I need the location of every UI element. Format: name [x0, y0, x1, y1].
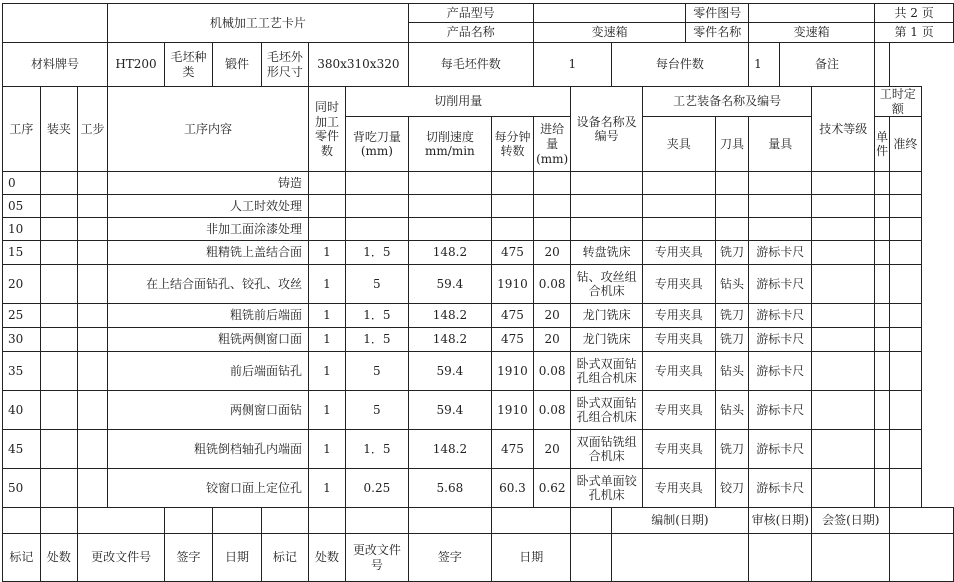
op-no: 10	[3, 218, 41, 241]
op-qty: 1	[308, 469, 345, 508]
col-simultaneous: 同时加工零件数	[308, 87, 345, 172]
col-speed: 切削速度mm/min	[408, 117, 491, 172]
op-grade	[812, 265, 875, 304]
sig-count-label: 处数	[40, 534, 78, 582]
op-prep-time	[890, 352, 921, 391]
sig-blank	[571, 534, 611, 582]
op-feed: 0.08	[533, 391, 571, 430]
op-step	[78, 304, 108, 328]
sig-mark-label-2: 标记	[261, 534, 308, 582]
sig-blank	[890, 508, 954, 534]
op-content: 粗铣两侧窗口面	[107, 328, 308, 352]
op-grade	[812, 304, 875, 328]
op-grade	[812, 195, 875, 218]
op-rpm	[492, 172, 534, 195]
sig-change-doc-label-2: 更改文件号	[346, 534, 409, 582]
op-unit-time	[875, 430, 890, 469]
op-cutter: 钻头	[715, 265, 748, 304]
per-blank-value: 1	[533, 43, 611, 87]
sig-mark-label: 标记	[3, 534, 41, 582]
op-speed: 5.68	[408, 469, 491, 508]
op-speed	[408, 218, 491, 241]
sig-count-label-2: 处数	[308, 534, 345, 582]
op-gauge	[749, 195, 812, 218]
op-grade	[812, 241, 875, 265]
op-content: 粗铣前后端面	[107, 304, 308, 328]
sig-date-label: 日期	[213, 534, 262, 582]
col-prep-time: 准终	[890, 117, 921, 172]
op-step	[78, 469, 108, 508]
approval-countersign: 会签(日期)	[812, 508, 890, 534]
op-qty	[308, 172, 345, 195]
op-depth: 1．5	[346, 241, 409, 265]
op-depth	[346, 218, 409, 241]
op-cutter: 铣刀	[715, 304, 748, 328]
op-unit-time	[875, 391, 890, 430]
blank-type-label: 毛坯种类	[165, 43, 213, 87]
op-equipment	[571, 195, 642, 218]
col-content: 工序内容	[107, 87, 308, 172]
op-depth: 1．5	[346, 430, 409, 469]
op-unit-time	[875, 172, 890, 195]
op-rpm	[492, 195, 534, 218]
op-fixture	[40, 265, 78, 304]
op-no: 30	[3, 328, 41, 352]
sig-blank	[890, 534, 954, 582]
total-pages: 共 2 页	[875, 4, 954, 23]
op-clamp: 专用夹具	[642, 469, 715, 508]
op-unit-time	[875, 218, 890, 241]
op-cutter	[715, 172, 748, 195]
op-gauge: 游标卡尺	[749, 265, 812, 304]
operation-row	[3, 265, 954, 304]
op-step	[78, 218, 108, 241]
col-time-quota: 工时定额	[875, 87, 922, 117]
op-speed: 148.2	[408, 241, 491, 265]
operation-row	[3, 172, 954, 195]
op-equipment	[571, 218, 642, 241]
sig-blank	[78, 508, 165, 534]
op-fixture	[40, 352, 78, 391]
col-step: 工步	[78, 87, 108, 172]
op-no: 25	[3, 304, 41, 328]
card-title: 机械加工工艺卡片	[107, 4, 408, 43]
sig-blank	[261, 508, 308, 534]
op-unit-time	[875, 352, 890, 391]
op-no: 45	[3, 430, 41, 469]
op-grade	[812, 218, 875, 241]
op-unit-time	[875, 304, 890, 328]
op-no: 50	[3, 469, 41, 508]
op-content: 非加工面涂漆处理	[107, 218, 308, 241]
op-unit-time	[875, 265, 890, 304]
op-cutter: 铣刀	[715, 430, 748, 469]
product-model-value	[533, 4, 686, 23]
op-depth: 0.25	[346, 469, 409, 508]
op-feed	[533, 218, 571, 241]
op-qty	[308, 218, 345, 241]
op-feed: 20	[533, 241, 571, 265]
page-number: 第 1 页	[875, 23, 954, 43]
col-op-no: 工序	[3, 87, 41, 172]
op-rpm: 1910	[492, 265, 534, 304]
part-drawing-value	[749, 4, 875, 23]
operation-row	[3, 241, 954, 265]
header-blank	[3, 4, 108, 43]
op-grade	[812, 352, 875, 391]
op-clamp	[642, 172, 715, 195]
op-grade	[812, 430, 875, 469]
op-step	[78, 352, 108, 391]
per-unit-value: 1	[749, 43, 780, 87]
operations-body	[3, 172, 954, 508]
sig-change-doc-label: 更改文件号	[78, 534, 165, 582]
op-grade	[812, 328, 875, 352]
col-feed: 进给量(mm)	[533, 117, 571, 172]
sig-blank	[749, 534, 812, 582]
approval-review: 审核(日期)	[749, 508, 812, 534]
op-rpm: 60.3	[492, 469, 534, 508]
op-no: 20	[3, 265, 41, 304]
op-speed: 59.4	[408, 265, 491, 304]
op-equipment: 龙门铣床	[571, 304, 642, 328]
sig-blank	[611, 534, 748, 582]
op-clamp: 专用夹具	[642, 328, 715, 352]
op-rpm: 475	[492, 304, 534, 328]
op-fixture	[40, 328, 78, 352]
sig-blank	[346, 508, 409, 534]
op-no: 15	[3, 241, 41, 265]
op-rpm: 475	[492, 430, 534, 469]
operation-row	[3, 304, 954, 328]
op-clamp: 专用夹具	[642, 391, 715, 430]
op-clamp	[642, 218, 715, 241]
op-step	[78, 172, 108, 195]
op-equipment: 卧式双面钻孔组合机床	[571, 391, 642, 430]
op-gauge: 游标卡尺	[749, 469, 812, 508]
op-clamp	[642, 195, 715, 218]
operation-row	[3, 195, 954, 218]
op-gauge: 游标卡尺	[749, 352, 812, 391]
sig-blank	[308, 508, 345, 534]
op-unit-time	[875, 469, 890, 508]
operation-row	[3, 328, 954, 352]
op-equipment: 转盘铣床	[571, 241, 642, 265]
sig-blank	[571, 508, 611, 534]
op-content: 两侧窗口面钻	[107, 391, 308, 430]
op-step	[78, 391, 108, 430]
part-name-value: 变速箱	[749, 23, 875, 43]
op-fixture	[40, 218, 78, 241]
op-clamp: 专用夹具	[642, 304, 715, 328]
op-speed: 148.2	[408, 304, 491, 328]
op-step	[78, 265, 108, 304]
material-label: 材料牌号	[3, 43, 108, 87]
op-grade	[812, 391, 875, 430]
op-prep-time	[890, 195, 921, 218]
op-qty	[308, 195, 345, 218]
op-gauge: 游标卡尺	[749, 304, 812, 328]
op-gauge: 游标卡尺	[749, 391, 812, 430]
op-depth	[346, 172, 409, 195]
col-clamp: 夹具	[642, 117, 715, 172]
op-speed	[408, 195, 491, 218]
op-depth: 5	[346, 265, 409, 304]
op-unit-time	[875, 328, 890, 352]
op-depth: 1．5	[346, 328, 409, 352]
op-fixture	[40, 172, 78, 195]
op-clamp: 专用夹具	[642, 352, 715, 391]
op-feed: 20	[533, 304, 571, 328]
op-prep-time	[890, 469, 921, 508]
operation-row	[3, 218, 954, 241]
sig-blank	[3, 508, 41, 534]
op-rpm	[492, 218, 534, 241]
op-content: 粗精铣上盖结合面	[107, 241, 308, 265]
op-no: 35	[3, 352, 41, 391]
op-qty: 1	[308, 352, 345, 391]
op-equipment: 龙门铣床	[571, 328, 642, 352]
op-rpm: 475	[492, 328, 534, 352]
op-qty: 1	[308, 265, 345, 304]
op-fixture	[40, 430, 78, 469]
operation-row	[3, 352, 954, 391]
op-gauge: 游标卡尺	[749, 328, 812, 352]
op-gauge	[749, 218, 812, 241]
op-feed: 0.62	[533, 469, 571, 508]
process-card-table	[2, 3, 954, 582]
op-content: 铸造	[107, 172, 308, 195]
per-unit-label: 每台件数	[611, 43, 748, 87]
op-grade	[812, 172, 875, 195]
op-fixture	[40, 469, 78, 508]
op-depth: 5	[346, 352, 409, 391]
op-unit-time	[875, 195, 890, 218]
op-speed: 148.2	[408, 430, 491, 469]
op-equipment: 卧式双面钻孔组合机床	[571, 352, 642, 391]
op-clamp: 专用夹具	[642, 241, 715, 265]
op-feed	[533, 195, 571, 218]
op-prep-time	[890, 172, 921, 195]
remark-label: 备注	[779, 43, 874, 87]
sig-blank	[812, 534, 890, 582]
op-cutter: 铰刀	[715, 469, 748, 508]
op-content: 前后端面钻孔	[107, 352, 308, 391]
op-qty: 1	[308, 391, 345, 430]
op-speed: 59.4	[408, 391, 491, 430]
op-prep-time	[890, 391, 921, 430]
sig-sign-label-2: 签字	[408, 534, 491, 582]
op-prep-time	[890, 265, 921, 304]
op-cutter: 钻头	[715, 352, 748, 391]
op-cutter: 钻头	[715, 391, 748, 430]
op-speed: 148.2	[408, 328, 491, 352]
op-prep-time	[890, 218, 921, 241]
op-cutter	[715, 195, 748, 218]
col-rpm: 每分钟转数	[492, 117, 534, 172]
op-clamp: 专用夹具	[642, 430, 715, 469]
op-cutter: 铣刀	[715, 328, 748, 352]
product-name-label: 产品名称	[408, 23, 533, 43]
col-gauge: 量具	[749, 117, 812, 172]
op-gauge: 游标卡尺	[749, 430, 812, 469]
op-prep-time	[890, 241, 921, 265]
op-no: 40	[3, 391, 41, 430]
col-grade: 技术等级	[812, 87, 875, 172]
sig-blank	[40, 508, 78, 534]
op-rpm: 475	[492, 241, 534, 265]
op-prep-time	[890, 430, 921, 469]
op-no: 05	[3, 195, 41, 218]
col-depth: 背吃刀量(mm)	[346, 117, 409, 172]
sig-blank	[165, 508, 213, 534]
op-feed: 20	[533, 328, 571, 352]
col-unit-time: 单件	[875, 117, 890, 172]
sig-sign-label: 签字	[165, 534, 213, 582]
material-value: HT200	[107, 43, 164, 87]
op-depth: 5	[346, 391, 409, 430]
op-equipment: 卧式单面铰孔机床	[571, 469, 642, 508]
approval-compile: 编制(日期)	[611, 508, 748, 534]
op-content: 铰窗口面上定位孔	[107, 469, 308, 508]
operation-row	[3, 469, 954, 508]
op-speed: 59.4	[408, 352, 491, 391]
op-unit-time	[875, 241, 890, 265]
sig-blank	[408, 508, 491, 534]
op-prep-time	[890, 304, 921, 328]
op-equipment: 双面钻铣组合机床	[571, 430, 642, 469]
op-content: 人工时效处理	[107, 195, 308, 218]
op-step	[78, 430, 108, 469]
op-depth: 1．5	[346, 304, 409, 328]
op-equipment	[571, 172, 642, 195]
op-gauge: 游标卡尺	[749, 241, 812, 265]
op-fixture	[40, 391, 78, 430]
op-feed	[533, 172, 571, 195]
op-fixture	[40, 304, 78, 328]
op-equipment: 钻、攻丝组合机床	[571, 265, 642, 304]
op-qty: 1	[308, 304, 345, 328]
op-depth	[346, 195, 409, 218]
sig-blank	[213, 508, 262, 534]
col-cutting: 切削用量	[346, 87, 571, 117]
op-feed: 20	[533, 430, 571, 469]
operation-row	[3, 391, 954, 430]
col-cutter: 刀具	[715, 117, 748, 172]
op-prep-time	[890, 328, 921, 352]
blank-type-value: 锻件	[213, 43, 262, 87]
blank-size-label: 毛坯外形尺寸	[261, 43, 308, 87]
col-equipment: 设备名称及编号	[571, 87, 642, 172]
col-fixture: 装夹	[40, 87, 78, 172]
op-content: 粗铣倒档轴孔内端面	[107, 430, 308, 469]
op-fixture	[40, 241, 78, 265]
op-feed: 0.08	[533, 265, 571, 304]
per-blank-label: 每毛坯件数	[408, 43, 533, 87]
op-fixture	[40, 195, 78, 218]
part-name-label: 零件名称	[686, 23, 749, 43]
operation-row	[3, 430, 954, 469]
op-rpm: 1910	[492, 352, 534, 391]
op-cutter	[715, 218, 748, 241]
op-step	[78, 241, 108, 265]
op-step	[78, 195, 108, 218]
op-qty: 1	[308, 328, 345, 352]
op-step	[78, 328, 108, 352]
op-feed: 0.08	[533, 352, 571, 391]
op-gauge	[749, 172, 812, 195]
op-rpm: 1910	[492, 391, 534, 430]
op-grade	[812, 469, 875, 508]
op-qty: 1	[308, 430, 345, 469]
op-qty: 1	[308, 241, 345, 265]
op-cutter: 铣刀	[715, 241, 748, 265]
op-speed	[408, 172, 491, 195]
blank-size-value: 380x310x320	[308, 43, 408, 87]
product-name-value: 变速箱	[533, 23, 686, 43]
sig-date-label-2: 日期	[492, 534, 571, 582]
product-model-label: 产品型号	[408, 4, 533, 23]
part-drawing-label: 零件图号	[686, 4, 749, 23]
op-no: 0	[3, 172, 41, 195]
op-content: 在上结合面钻孔、铰孔、攻丝	[107, 265, 308, 304]
op-clamp: 专用夹具	[642, 265, 715, 304]
col-tooling: 工艺装备名称及编号	[642, 87, 812, 117]
sig-blank	[492, 508, 571, 534]
remark-value	[875, 43, 890, 87]
